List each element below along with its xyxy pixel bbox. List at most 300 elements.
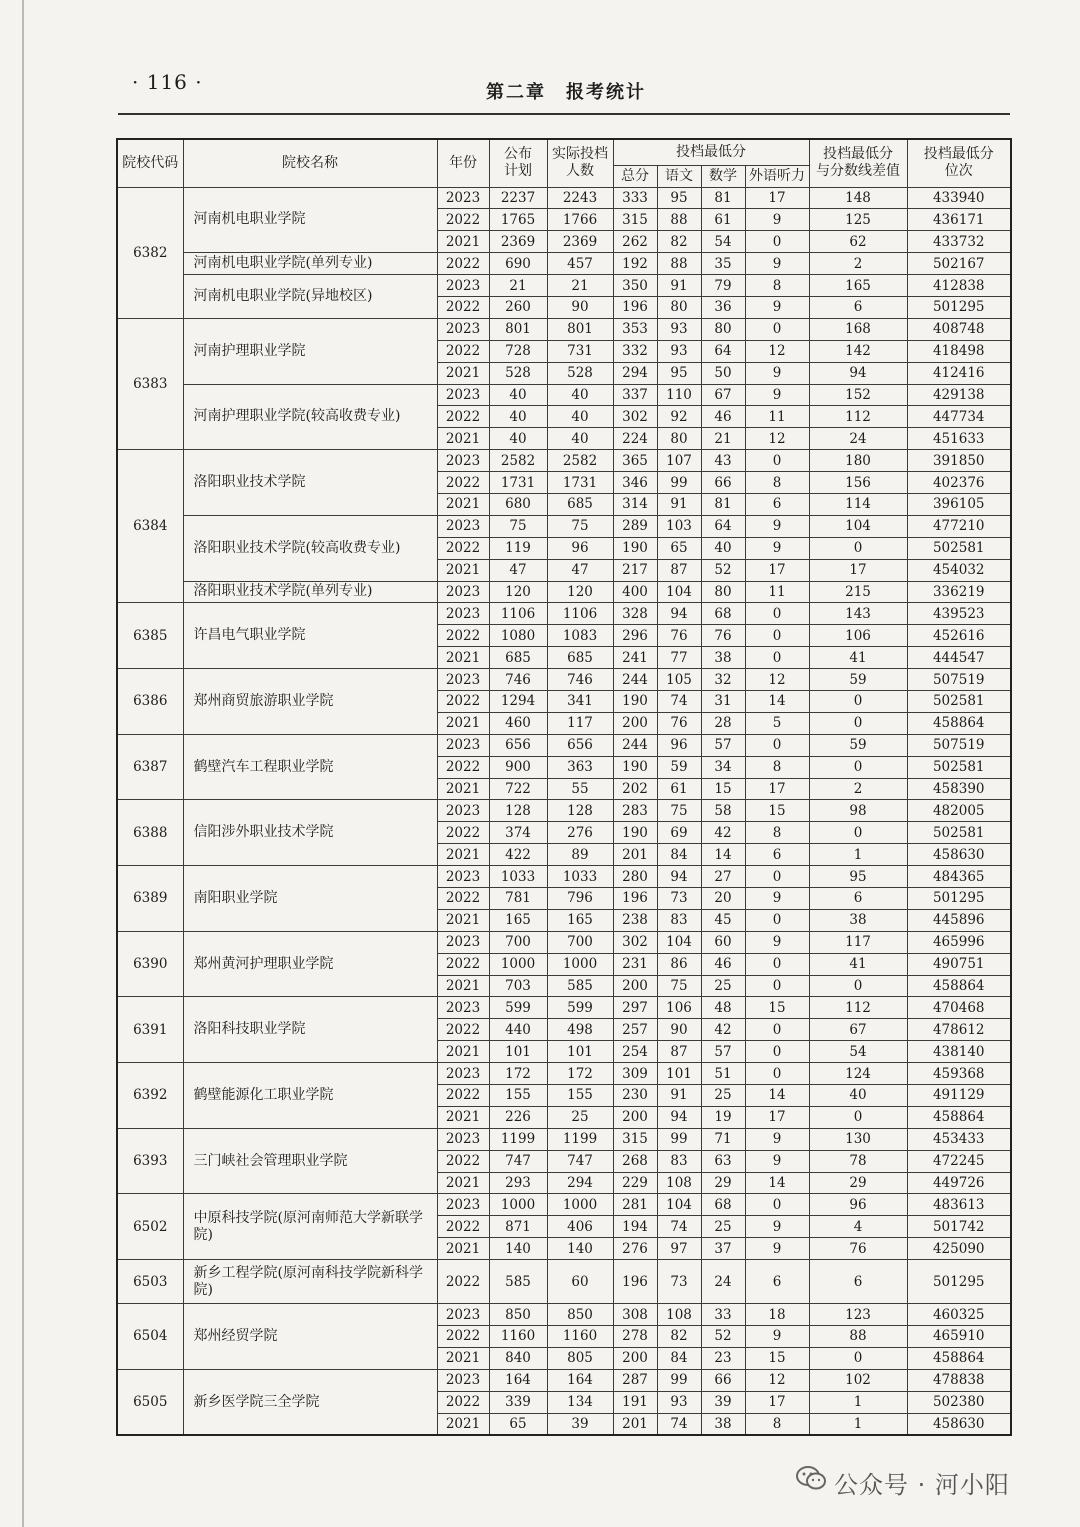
math-score-cell: 66 — [701, 1369, 745, 1391]
total-score-cell: 296 — [613, 625, 657, 647]
header-total: 总分 — [613, 165, 657, 187]
table-row — [117, 450, 1011, 472]
listening-score-cell: 9 — [745, 1128, 809, 1150]
plan-cell: 260 — [489, 296, 547, 318]
header-min-score-group: 投档最低分 — [613, 139, 809, 165]
actual-cell: 1000 — [547, 1194, 613, 1216]
math-score-cell: 42 — [701, 822, 745, 844]
listening-score-cell: 0 — [745, 603, 809, 625]
listening-score-cell: 9 — [745, 537, 809, 559]
plan-cell: 2237 — [489, 187, 547, 209]
table-row — [117, 1128, 1011, 1150]
year-cell: 2022 — [437, 296, 489, 318]
table-row — [117, 800, 1011, 822]
school-code-cell: 6391 — [117, 997, 183, 1063]
total-score-cell: 283 — [613, 800, 657, 822]
total-score-cell: 190 — [613, 690, 657, 712]
score-diff-cell: 123 — [809, 1304, 907, 1326]
table-row — [117, 581, 1011, 603]
plan-cell: 1294 — [489, 690, 547, 712]
listening-score-cell: 14 — [745, 1085, 809, 1107]
listening-score-cell: 9 — [745, 931, 809, 953]
total-score-cell: 231 — [613, 953, 657, 975]
math-score-cell: 38 — [701, 1413, 745, 1435]
year-cell: 2022 — [437, 209, 489, 231]
rank-cell: 408748 — [907, 318, 1011, 340]
math-score-cell: 21 — [701, 428, 745, 450]
score-diff-cell: 0 — [809, 756, 907, 778]
score-diff-cell: 78 — [809, 1150, 907, 1172]
actual-cell: 165 — [547, 909, 613, 931]
math-score-cell: 40 — [701, 537, 745, 559]
plan-cell: 226 — [489, 1106, 547, 1128]
listening-score-cell: 17 — [745, 187, 809, 209]
year-cell: 2021 — [437, 844, 489, 866]
actual-cell: 75 — [547, 515, 613, 537]
score-diff-cell: 102 — [809, 1369, 907, 1391]
chinese-score-cell: 75 — [657, 975, 701, 997]
rank-cell: 459368 — [907, 1063, 1011, 1085]
actual-cell: 685 — [547, 493, 613, 515]
math-score-cell: 48 — [701, 997, 745, 1019]
score-diff-cell: 148 — [809, 187, 907, 209]
school-code-cell: 6383 — [117, 318, 183, 449]
plan-cell: 339 — [489, 1391, 547, 1413]
school-name-cell: 鹤壁汽车工程职业学院 — [183, 734, 437, 800]
table-row — [117, 997, 1011, 1019]
school-code-cell: 6503 — [117, 1260, 183, 1304]
total-score-cell: 365 — [613, 450, 657, 472]
math-score-cell: 80 — [701, 581, 745, 603]
school-name-cell: 信阳涉外职业技术学院 — [183, 800, 437, 866]
actual-cell: 96 — [547, 537, 613, 559]
score-diff-cell: 24 — [809, 428, 907, 450]
math-score-cell: 25 — [701, 1216, 745, 1238]
rank-cell: 402376 — [907, 472, 1011, 494]
year-cell: 2022 — [437, 1019, 489, 1041]
actual-cell: 341 — [547, 690, 613, 712]
listening-score-cell: 0 — [745, 318, 809, 340]
math-score-cell: 58 — [701, 800, 745, 822]
total-score-cell: 196 — [613, 888, 657, 910]
listening-score-cell: 0 — [745, 953, 809, 975]
table-row — [117, 515, 1011, 537]
year-cell: 2022 — [437, 340, 489, 362]
plan-cell: 119 — [489, 537, 547, 559]
listening-score-cell: 17 — [745, 559, 809, 581]
rank-cell: 483613 — [907, 1194, 1011, 1216]
math-score-cell: 38 — [701, 647, 745, 669]
plan-cell: 140 — [489, 1238, 547, 1260]
total-score-cell: 315 — [613, 1128, 657, 1150]
total-score-cell: 309 — [613, 1063, 657, 1085]
total-score-cell: 353 — [613, 318, 657, 340]
total-score-cell: 297 — [613, 997, 657, 1019]
plan-cell: 585 — [489, 1260, 547, 1304]
chinese-score-cell: 82 — [657, 231, 701, 253]
table-row — [117, 1260, 1011, 1304]
year-cell: 2022 — [437, 822, 489, 844]
actual-cell: 498 — [547, 1019, 613, 1041]
total-score-cell: 350 — [613, 275, 657, 297]
school-name-cell: 三门峡社会管理职业学院 — [183, 1128, 437, 1194]
total-score-cell: 278 — [613, 1326, 657, 1348]
plan-cell: 2369 — [489, 231, 547, 253]
school-name-cell: 鹤壁能源化工职业学院 — [183, 1063, 437, 1129]
school-name-cell: 许昌电气职业学院 — [183, 603, 437, 669]
chinese-score-cell: 80 — [657, 428, 701, 450]
chinese-score-cell: 96 — [657, 734, 701, 756]
rank-cell: 458864 — [907, 712, 1011, 734]
actual-cell: 363 — [547, 756, 613, 778]
rank-cell: 425090 — [907, 1238, 1011, 1260]
listening-score-cell: 9 — [745, 888, 809, 910]
year-cell: 2021 — [437, 778, 489, 800]
math-score-cell: 29 — [701, 1172, 745, 1194]
total-score-cell: 229 — [613, 1172, 657, 1194]
chinese-score-cell: 76 — [657, 625, 701, 647]
actual-cell: 60 — [547, 1260, 613, 1304]
total-score-cell: 294 — [613, 362, 657, 384]
year-cell: 2022 — [437, 953, 489, 975]
rank-cell: 502581 — [907, 756, 1011, 778]
plan-cell: 1000 — [489, 1194, 547, 1216]
plan-cell: 1080 — [489, 625, 547, 647]
year-cell: 2022 — [437, 690, 489, 712]
actual-cell: 1083 — [547, 625, 613, 647]
rank-cell: 501295 — [907, 1260, 1011, 1304]
chinese-score-cell: 110 — [657, 384, 701, 406]
score-diff-cell: 96 — [809, 1194, 907, 1216]
listening-score-cell: 11 — [745, 406, 809, 428]
math-score-cell: 57 — [701, 1041, 745, 1063]
year-cell: 2023 — [437, 603, 489, 625]
math-score-cell: 57 — [701, 734, 745, 756]
rank-cell: 429138 — [907, 384, 1011, 406]
chinese-score-cell: 91 — [657, 493, 701, 515]
listening-score-cell: 9 — [745, 362, 809, 384]
actual-cell: 805 — [547, 1347, 613, 1369]
header-rank: 投档最低分 位次 — [907, 139, 1011, 187]
total-score-cell: 314 — [613, 493, 657, 515]
listening-score-cell: 0 — [745, 450, 809, 472]
chinese-score-cell: 92 — [657, 406, 701, 428]
year-cell: 2023 — [437, 1369, 489, 1391]
actual-cell: 1033 — [547, 866, 613, 888]
score-diff-cell: 114 — [809, 493, 907, 515]
rank-cell: 482005 — [907, 800, 1011, 822]
plan-cell: 722 — [489, 778, 547, 800]
actual-cell: 276 — [547, 822, 613, 844]
listening-score-cell: 6 — [745, 844, 809, 866]
math-score-cell: 25 — [701, 1085, 745, 1107]
table-row — [117, 318, 1011, 340]
math-score-cell: 68 — [701, 1194, 745, 1216]
year-cell: 2023 — [437, 800, 489, 822]
school-name-cell: 中原科技学院(原河南师范大学新联学院) — [183, 1194, 437, 1260]
chinese-score-cell: 84 — [657, 844, 701, 866]
total-score-cell: 268 — [613, 1150, 657, 1172]
actual-cell: 140 — [547, 1238, 613, 1260]
school-name-cell: 河南护理职业学院 — [183, 318, 437, 384]
listening-score-cell: 8 — [745, 756, 809, 778]
chinese-score-cell: 73 — [657, 888, 701, 910]
year-cell: 2021 — [437, 712, 489, 734]
chinese-score-cell: 93 — [657, 318, 701, 340]
actual-cell: 40 — [547, 406, 613, 428]
total-score-cell: 302 — [613, 406, 657, 428]
math-score-cell: 34 — [701, 756, 745, 778]
listening-score-cell: 12 — [745, 669, 809, 691]
chinese-score-cell: 91 — [657, 1085, 701, 1107]
score-diff-cell: 0 — [809, 975, 907, 997]
score-diff-cell: 0 — [809, 537, 907, 559]
chinese-score-cell: 93 — [657, 1391, 701, 1413]
chinese-score-cell: 86 — [657, 953, 701, 975]
plan-cell: 1106 — [489, 603, 547, 625]
plan-cell: 900 — [489, 756, 547, 778]
chinese-score-cell: 94 — [657, 1106, 701, 1128]
chinese-score-cell: 77 — [657, 647, 701, 669]
actual-cell: 796 — [547, 888, 613, 910]
listening-score-cell: 8 — [745, 472, 809, 494]
math-score-cell: 20 — [701, 888, 745, 910]
year-cell: 2022 — [437, 1150, 489, 1172]
actual-cell: 117 — [547, 712, 613, 734]
math-score-cell: 37 — [701, 1238, 745, 1260]
actual-cell: 585 — [547, 975, 613, 997]
score-diff-cell: 67 — [809, 1019, 907, 1041]
score-diff-cell: 215 — [809, 581, 907, 603]
year-cell: 2021 — [437, 1106, 489, 1128]
listening-score-cell: 14 — [745, 1172, 809, 1194]
school-name-cell: 河南机电职业学院(异地校区) — [183, 275, 437, 319]
total-score-cell: 224 — [613, 428, 657, 450]
actual-cell: 101 — [547, 1041, 613, 1063]
listening-score-cell: 0 — [745, 909, 809, 931]
total-score-cell: 200 — [613, 1347, 657, 1369]
plan-cell: 528 — [489, 362, 547, 384]
total-score-cell: 192 — [613, 253, 657, 275]
listening-score-cell: 9 — [745, 384, 809, 406]
total-score-cell: 241 — [613, 647, 657, 669]
plan-cell: 1033 — [489, 866, 547, 888]
score-diff-cell: 152 — [809, 384, 907, 406]
math-score-cell: 33 — [701, 1304, 745, 1326]
actual-cell: 47 — [547, 559, 613, 581]
rank-cell: 396105 — [907, 493, 1011, 515]
actual-cell: 850 — [547, 1304, 613, 1326]
math-score-cell: 23 — [701, 1347, 745, 1369]
plan-cell: 172 — [489, 1063, 547, 1085]
plan-cell: 374 — [489, 822, 547, 844]
total-score-cell: 200 — [613, 712, 657, 734]
score-diff-cell: 2 — [809, 253, 907, 275]
rank-cell: 336219 — [907, 581, 1011, 603]
plan-cell: 801 — [489, 318, 547, 340]
math-score-cell: 32 — [701, 669, 745, 691]
chinese-score-cell: 73 — [657, 1260, 701, 1304]
school-name-cell: 郑州经贸学院 — [183, 1304, 437, 1370]
rank-cell: 452616 — [907, 625, 1011, 647]
chinese-score-cell: 94 — [657, 866, 701, 888]
score-diff-cell: 124 — [809, 1063, 907, 1085]
score-diff-cell: 95 — [809, 866, 907, 888]
chinese-score-cell: 104 — [657, 1194, 701, 1216]
rank-cell: 412416 — [907, 362, 1011, 384]
year-cell: 2022 — [437, 888, 489, 910]
header-code: 院校代码 — [117, 139, 183, 187]
rank-cell: 507519 — [907, 734, 1011, 756]
header-actual: 实际投档 人数 — [547, 139, 613, 187]
school-name-cell: 河南机电职业学院(单列专业) — [183, 253, 437, 275]
math-score-cell: 79 — [701, 275, 745, 297]
plan-cell: 40 — [489, 428, 547, 450]
school-code-cell: 6385 — [117, 603, 183, 669]
table-row — [117, 1194, 1011, 1216]
total-score-cell: 315 — [613, 209, 657, 231]
math-score-cell: 36 — [701, 296, 745, 318]
chinese-score-cell: 95 — [657, 362, 701, 384]
actual-cell: 39 — [547, 1413, 613, 1435]
math-score-cell: 67 — [701, 384, 745, 406]
math-score-cell: 81 — [701, 493, 745, 515]
math-score-cell: 35 — [701, 253, 745, 275]
plan-cell: 656 — [489, 734, 547, 756]
plan-cell: 690 — [489, 253, 547, 275]
score-diff-cell: 76 — [809, 1238, 907, 1260]
chinese-score-cell: 59 — [657, 756, 701, 778]
plan-cell: 850 — [489, 1304, 547, 1326]
year-cell: 2023 — [437, 1194, 489, 1216]
listening-score-cell: 9 — [745, 1326, 809, 1348]
chinese-score-cell: 107 — [657, 450, 701, 472]
total-score-cell: 302 — [613, 931, 657, 953]
total-score-cell: 280 — [613, 866, 657, 888]
math-score-cell: 52 — [701, 1326, 745, 1348]
math-score-cell: 25 — [701, 975, 745, 997]
math-score-cell: 24 — [701, 1260, 745, 1304]
chinese-score-cell: 88 — [657, 209, 701, 231]
score-diff-cell: 6 — [809, 1260, 907, 1304]
score-diff-cell: 142 — [809, 340, 907, 362]
total-score-cell: 202 — [613, 778, 657, 800]
plan-cell: 840 — [489, 1347, 547, 1369]
header-name: 院校名称 — [183, 139, 437, 187]
rank-cell: 465996 — [907, 931, 1011, 953]
total-score-cell: 289 — [613, 515, 657, 537]
listening-score-cell: 0 — [745, 647, 809, 669]
total-score-cell: 257 — [613, 1019, 657, 1041]
chinese-score-cell: 74 — [657, 690, 701, 712]
rank-cell: 501295 — [907, 296, 1011, 318]
actual-cell: 155 — [547, 1085, 613, 1107]
math-score-cell: 71 — [701, 1128, 745, 1150]
total-score-cell: 190 — [613, 756, 657, 778]
table-body — [117, 187, 1011, 1435]
rank-cell: 444547 — [907, 647, 1011, 669]
total-score-cell: 244 — [613, 734, 657, 756]
total-score-cell: 190 — [613, 822, 657, 844]
rank-cell: 465910 — [907, 1326, 1011, 1348]
admission-statistics-table — [116, 138, 1012, 1436]
listening-score-cell: 11 — [745, 581, 809, 603]
school-code-cell: 6504 — [117, 1304, 183, 1370]
score-diff-cell: 106 — [809, 625, 907, 647]
rank-cell: 451633 — [907, 428, 1011, 450]
plan-cell: 155 — [489, 1085, 547, 1107]
chinese-score-cell: 61 — [657, 778, 701, 800]
school-code-cell: 6388 — [117, 800, 183, 866]
math-score-cell: 76 — [701, 625, 745, 647]
school-name-cell: 南阳职业学院 — [183, 866, 437, 932]
listening-score-cell: 17 — [745, 1106, 809, 1128]
chinese-score-cell: 99 — [657, 1128, 701, 1150]
rank-cell: 438140 — [907, 1041, 1011, 1063]
score-diff-cell: 143 — [809, 603, 907, 625]
plan-cell: 871 — [489, 1216, 547, 1238]
actual-cell: 1199 — [547, 1128, 613, 1150]
school-code-cell: 6390 — [117, 931, 183, 997]
listening-score-cell: 9 — [745, 296, 809, 318]
score-diff-cell: 1 — [809, 844, 907, 866]
plan-cell: 164 — [489, 1369, 547, 1391]
plan-cell: 680 — [489, 493, 547, 515]
chinese-score-cell: 103 — [657, 515, 701, 537]
year-cell: 2022 — [437, 1216, 489, 1238]
year-cell: 2023 — [437, 275, 489, 297]
math-score-cell: 81 — [701, 187, 745, 209]
listening-score-cell: 0 — [745, 866, 809, 888]
rank-cell: 458630 — [907, 844, 1011, 866]
plan-cell: 1000 — [489, 953, 547, 975]
rank-cell: 454032 — [907, 559, 1011, 581]
chinese-score-cell: 90 — [657, 1019, 701, 1041]
plan-cell: 703 — [489, 975, 547, 997]
year-cell: 2021 — [437, 559, 489, 581]
listening-score-cell: 9 — [745, 253, 809, 275]
total-score-cell: 201 — [613, 844, 657, 866]
listening-score-cell: 0 — [745, 1063, 809, 1085]
actual-cell: 55 — [547, 778, 613, 800]
score-diff-cell: 54 — [809, 1041, 907, 1063]
year-cell: 2022 — [437, 1326, 489, 1348]
wechat-logo-icon — [796, 1465, 826, 1491]
actual-cell: 747 — [547, 1150, 613, 1172]
rank-cell: 439523 — [907, 603, 1011, 625]
rank-cell: 502581 — [907, 690, 1011, 712]
total-score-cell: 190 — [613, 537, 657, 559]
chinese-score-cell: 75 — [657, 800, 701, 822]
chinese-score-cell: 99 — [657, 472, 701, 494]
chinese-score-cell: 69 — [657, 822, 701, 844]
total-score-cell: 238 — [613, 909, 657, 931]
school-name-cell: 郑州商贸旅游职业学院 — [183, 669, 437, 735]
plan-cell: 728 — [489, 340, 547, 362]
year-cell: 2021 — [437, 1413, 489, 1435]
table-row — [117, 603, 1011, 625]
listening-score-cell: 17 — [745, 778, 809, 800]
rank-cell: 502380 — [907, 1391, 1011, 1413]
total-score-cell: 244 — [613, 669, 657, 691]
chinese-score-cell: 76 — [657, 712, 701, 734]
year-cell: 2021 — [437, 1041, 489, 1063]
chinese-score-cell: 87 — [657, 559, 701, 581]
school-code-cell: 6502 — [117, 1194, 183, 1260]
score-diff-cell: 165 — [809, 275, 907, 297]
score-diff-cell: 2 — [809, 778, 907, 800]
chinese-score-cell: 80 — [657, 296, 701, 318]
